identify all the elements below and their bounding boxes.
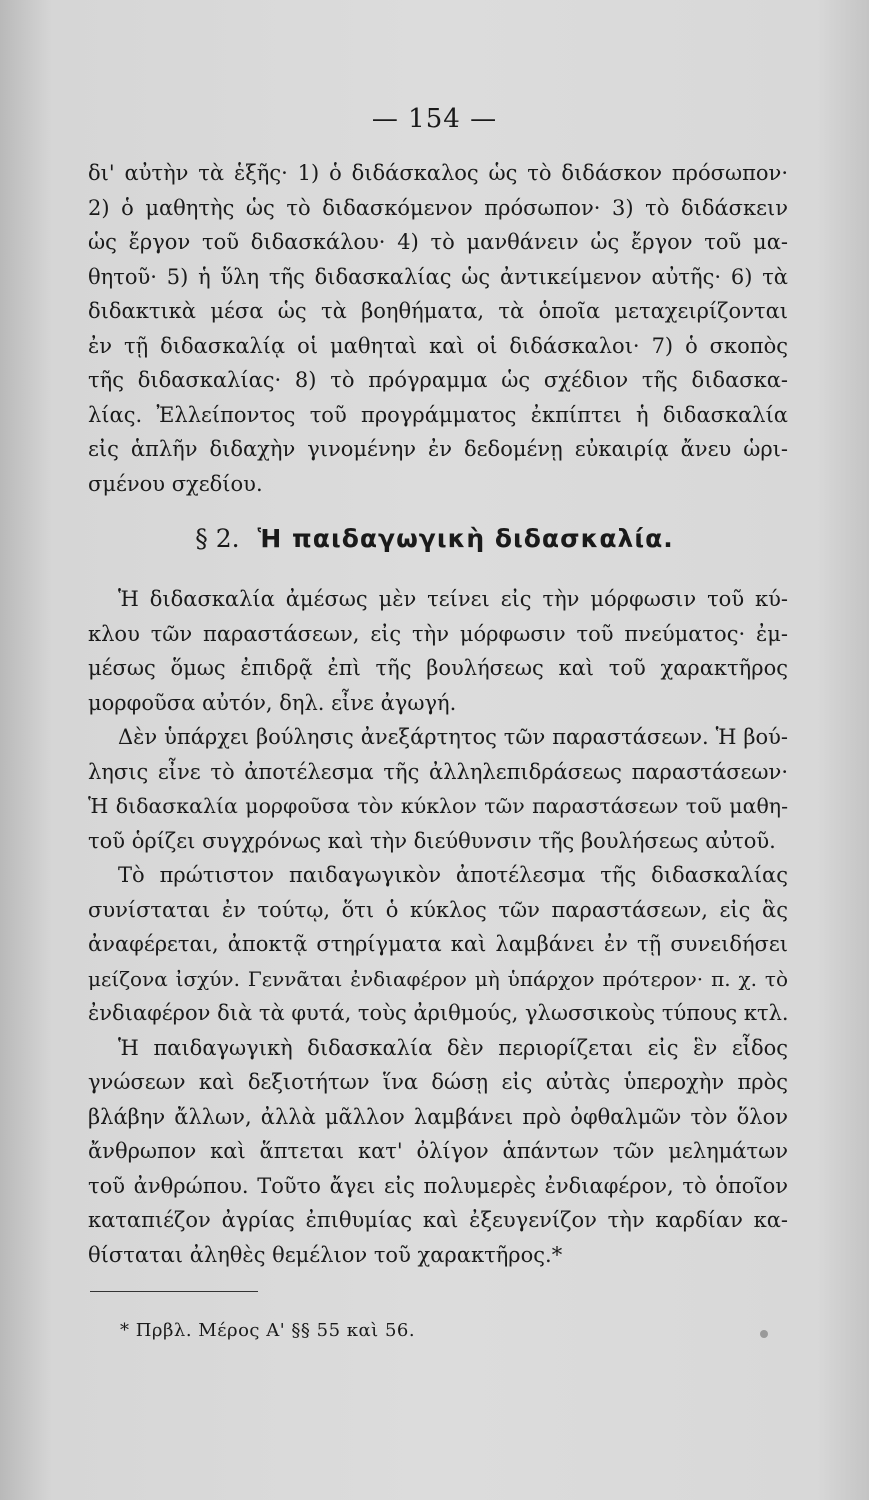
- text-line: Τὸ πρώτιστον παιδαγωγικὸν ἀποτέλεσμα τῆς διδασκαλίας: [118, 863, 788, 887]
- text-line: λησις εἶνε τὸ ἀποτέλεσμα τῆς ἀλληλεπιδράσεως παραστάσεων·: [88, 759, 788, 784]
- text-line: ἀναφέρεται, ἀποκτᾷ στηρίγματα καὶ λαμβάνει ἐν τῇ συνειδήσει: [88, 932, 788, 956]
- text-line: μείζονα ἰσχύν. Γεννᾶται ἐνδιαφέρον μὴ ὑπάρχον πρότερον· π. χ. τὸ: [88, 966, 788, 991]
- section-heading: [0, 524, 869, 553]
- section-number: § 2.: [195, 524, 240, 553]
- text-line: 2) ὁ μαθητὴς ὡς τὸ διδασκόμενον πρόσωπον· 3) τὸ διδάσκειν: [88, 195, 788, 220]
- text-line: θίσταται ἀληθὲς θεμέλιον τοῦ χαρακτῆρος.*: [88, 1242, 563, 1267]
- text-line: διδακτικὰ μέσα ὡς τὰ βοηθήματα, τὰ ὁποῖα μεταχειρίζονται: [88, 299, 788, 323]
- text-line: θητοῦ· 5) ἡ ὕλη τῆς διδασκαλίας ὡς ἀντικείμενον αὐτῆς· 6) τὰ: [88, 264, 788, 289]
- text-line: ὡς ἔργον τοῦ διδασκάλου· 4) τὸ μανθάνειν ὡς ἔργον τοῦ μα-: [88, 230, 788, 254]
- text-line: τοῦ ἀνθρώπου. Τοῦτο ἄγει εἰς πολυμερὲς ἐνδιαφέρον, τὸ ὁποῖον: [88, 1173, 788, 1198]
- text-line: τῆς διδασκαλίας· 8) τὸ πρόγραμμα ὡς σχέδιον τῆς διδασκα-: [88, 368, 788, 392]
- text-line: καταπιέζον ἀγρίας ἐπιθυμίας καὶ ἐξευγενίζον τὴν καρδίαν κα-: [88, 1208, 788, 1232]
- text-line: λίας. Ἐλλείποντος τοῦ προγράμματος ἐκπίπτει ἡ διδασκαλία: [88, 402, 788, 427]
- text-line: σμένου σχεδίου.: [88, 471, 263, 496]
- section-body: [88, 582, 788, 1272]
- paragraph-continuation: [88, 156, 788, 501]
- text-line: βλάβην ἄλλων, ἀλλὰ μᾶλλον λαμβάνει πρὸ ὀφθαλμῶν τὸν ὅλον: [88, 1104, 788, 1129]
- text-line: τοῦ ὁρίζει συγχρόνως καὶ τὴν διεύθυνσιν τῆς βουλήσεως αὐτοῦ.: [88, 828, 776, 853]
- footnote: * Πρβλ. Μέρος Α' §§ 55 καὶ 56.: [120, 1320, 416, 1341]
- text-line: μέσως ὅμως ἐπιδρᾷ ἐπὶ τῆς βουλήσεως καὶ τοῦ χαρακτῆρος: [88, 656, 788, 680]
- text-line: εἰς ἁπλῆν διδαχὴν γινομένην ἐν δεδομένῃ εὐκαιρίᾳ ἄνευ ὡρι-: [88, 437, 788, 461]
- text-line: Ἡ διδασκαλία ἀμέσως μὲν τείνει εἰς τὴν μόρφωσιν τοῦ κύ-: [118, 587, 788, 611]
- text-line: Ἡ διδασκαλία μορφοῦσα τὸν κύκλον τῶν παραστάσεων τοῦ μαθη-: [88, 794, 788, 818]
- ink-spot: [760, 1330, 768, 1338]
- text-line: ἄνθρωπον καὶ ἅπτεται κατ' ὀλίγον ἁπάντων τῶν μελημάτων: [88, 1139, 788, 1163]
- text-line: ἐν τῇ διδασκαλίᾳ οἱ μαθηταὶ καὶ οἱ διδάσκαλοι· 7) ὁ σκοπὸς: [88, 333, 788, 358]
- text-line: κλου τῶν παραστάσεων, εἰς τὴν μόρφωσιν τοῦ πνεύματος· ἐμ-: [88, 621, 788, 646]
- page-number: — 154 —: [371, 104, 498, 134]
- text-line: ἐνδιαφέρον διὰ τὰ φυτά, τοὺς ἀριθμούς, γλωσσικοὺς τύπους κτλ.: [88, 1001, 789, 1025]
- text-line: γνώσεων καὶ δεξιοτήτων ἵνα δώσῃ εἰς αὐτὰς ὑπεροχὴν πρὸς: [88, 1070, 788, 1094]
- footnote-divider: [90, 1291, 258, 1292]
- section-title: Ἡ παιδαγωγικὴ διδασκαλία.: [257, 524, 674, 553]
- text-line: δι' αὐτὴν τὰ ἑξῆς· 1) ὁ διδάσκαλος ὡς τὸ διδάσκον πρόσωπον·: [88, 161, 788, 185]
- text-line: Ἡ παιδαγωγικὴ διδασκαλία δὲν περιορίζεται εἰς ἓν εἶδος: [118, 1035, 788, 1060]
- text-line: μορφοῦσα αὐτόν, δηλ. εἶνε ἀγωγή.: [88, 690, 457, 715]
- text-line: Δὲν ὑπάρχει βούλησις ἀνεξάρτητος τῶν παραστάσεων. Ἡ βού-: [118, 725, 788, 749]
- text-line: συνίσταται ἐν τούτῳ, ὅτι ὁ κύκλος τῶν παραστάσεων, εἰς ἃς: [88, 897, 788, 922]
